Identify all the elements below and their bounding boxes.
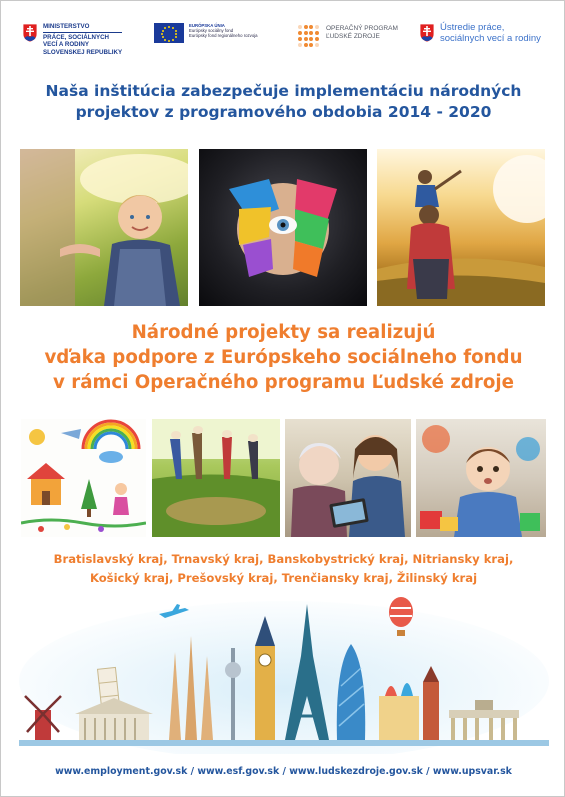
ministry-line-4: SLOVENSKEJ REPUBLIKY — [43, 48, 123, 56]
slovak-crest-icon — [22, 23, 38, 43]
photo-painted-hands — [199, 149, 367, 306]
regions-line-2: Košický kraj, Prešovský kraj, Trenčiansky kraj, Žilinský kraj — [89, 571, 478, 585]
op-line-2: ĽUDSKÉ ZDROJE — [326, 33, 380, 40]
link-esf[interactable]: www.esf.gov.sk — [197, 766, 280, 777]
photo-toddler-playing — [416, 419, 546, 537]
ministry-line-1: MINISTERSTVO — [43, 23, 122, 33]
footer-separator: / — [426, 766, 433, 777]
regions-line-1: Bratislavský kraj, Trnavský kraj, Banskobystrický kraj, Nitriansky kraj, — [53, 552, 514, 566]
funding-heading-line-1: Národné projekty sa realizujú — [131, 322, 436, 343]
ministry-logo — [22, 23, 122, 56]
funding-heading-line-3: v rámci Operačného programu Ľudské zdroje — [53, 372, 514, 393]
link-upsvar[interactable]: www.upsvar.sk — [432, 766, 512, 777]
op-logo — [298, 25, 398, 47]
link-ludskezdroje[interactable]: www.ludskezdroje.gov.sk — [289, 766, 423, 777]
photo-senior-with-tablet — [285, 419, 411, 537]
slovak-crest-icon — [419, 23, 435, 43]
ministry-line-2: PRÁCE, SOCIÁLNYCH — [43, 33, 110, 41]
eu-flag-icon — [154, 23, 184, 43]
logo-bar — [1, 17, 565, 65]
ministry-line-3: VECÍ A RODINY — [43, 41, 89, 49]
upsvar-line-2: sociálnych vecí a rodiny — [440, 32, 541, 44]
funding-heading-line-2: vďaka podpore z Európskeho sociálneho fondu — [44, 347, 523, 368]
footer-separator: / — [282, 766, 290, 777]
europe-landmarks-illustration — [19, 586, 549, 754]
eu-line-2: Európsky sociálny fond — [189, 28, 234, 34]
intro-heading-line-2: projektov z programového obdobia 2014 - 2020 — [75, 103, 492, 121]
photo-parent-child — [20, 149, 188, 306]
intro-heading — [1, 81, 565, 123]
upsvar-logo — [419, 23, 541, 44]
photo-kids-on-grass — [152, 419, 280, 537]
link-employment[interactable]: www.employment.gov.sk — [55, 766, 188, 777]
eu-line-1: EURÓPSKA ÚNIA — [189, 23, 225, 28]
photo-family-sunset — [377, 149, 545, 306]
op-dots-icon — [298, 25, 320, 47]
eu-line-3: Európsky fond regionálneho rozvoja — [189, 33, 258, 39]
footer-links — [1, 766, 565, 777]
footer-separator: / — [190, 766, 198, 777]
photo-child-drawing — [21, 419, 146, 537]
intro-heading-line-1: Naša inštitúcia zabezpečuje implementáciu národných — [45, 82, 522, 100]
upsvar-line-1: Ústredie práce, — [440, 22, 505, 33]
funding-heading — [1, 320, 565, 395]
op-line-1: OPERAČNÝ PROGRAM — [326, 25, 398, 32]
regions-list — [1, 550, 565, 588]
eu-logo — [154, 23, 258, 43]
